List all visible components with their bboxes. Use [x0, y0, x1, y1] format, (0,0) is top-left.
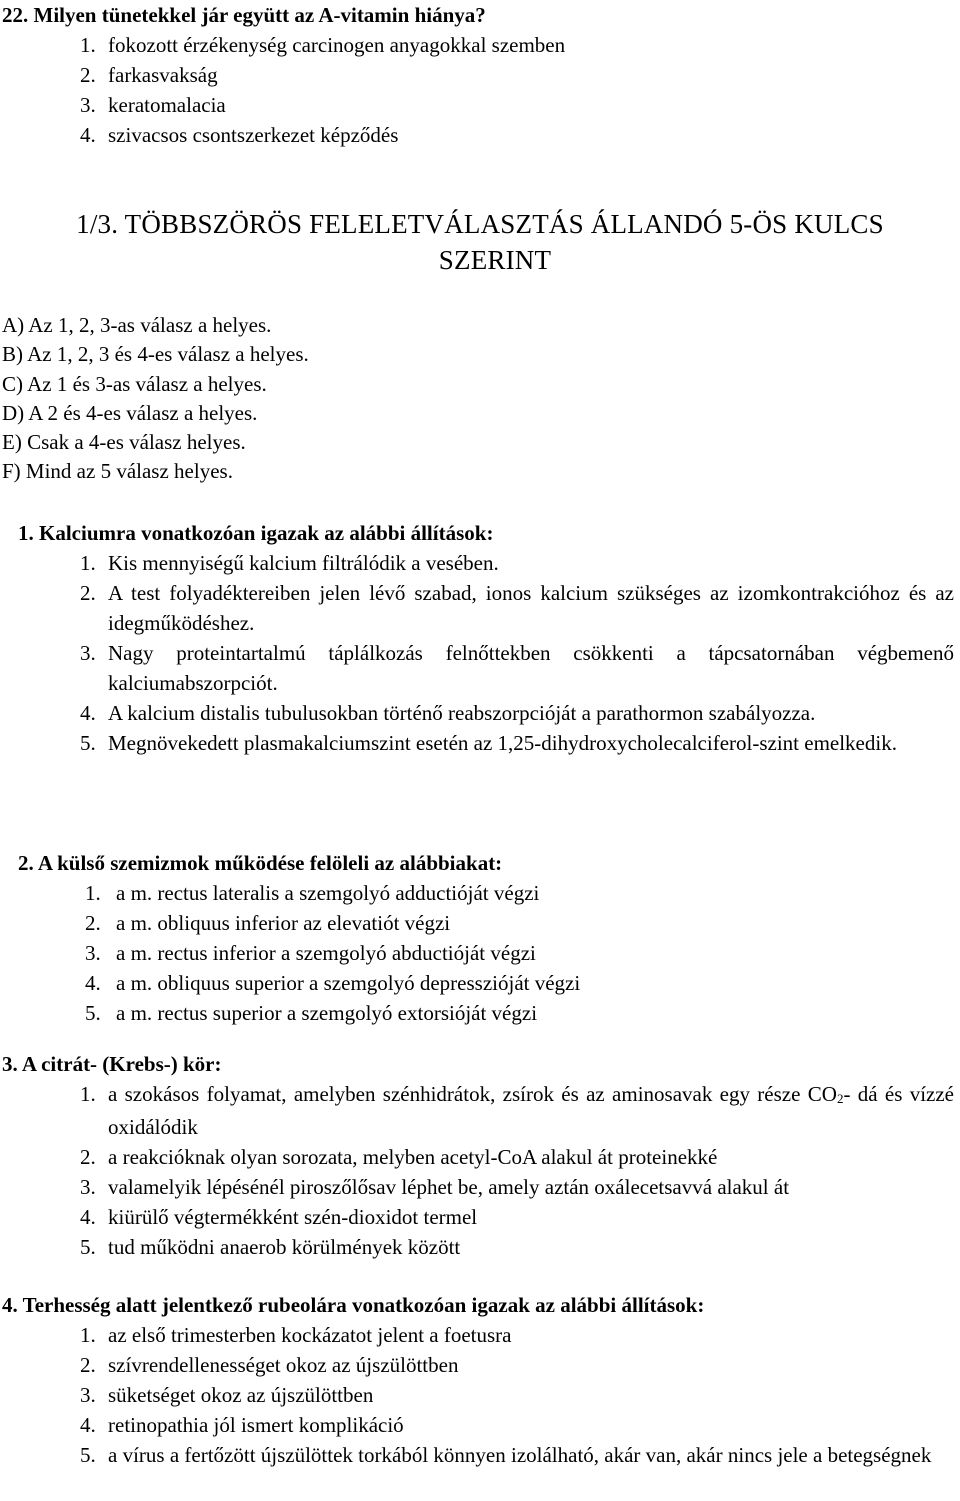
option-e: E) Csak a 4-es válasz helyes.	[2, 430, 246, 455]
list-item: 5. a vírus a fertőzött újszülöttek torkából könnyen izolálható, akár van, akár nincs jele a betegségnek	[80, 1443, 932, 1467]
question-4	[0, 1290, 960, 1470]
option-c: C) Az 1 és 3-as válasz a helyes.	[2, 371, 267, 396]
list-item: 4. kiürülő végtermékként szén-dioxidot termel	[80, 1205, 478, 1229]
list-item: 5. a m. rectus superior a szemgolyó extorsióját végzi	[85, 1001, 538, 1025]
list-item: 4. retinopathia jól ismert komplikáció	[80, 1413, 404, 1437]
list-item: 1. az első trimesterben kockázatot jelent a foetusra	[80, 1323, 512, 1347]
question-2	[0, 848, 960, 1028]
list-item: 5. Megnövekedett plasmakalciumszint esetén az 1,25-dihydroxycholecalciferol-szint emelkedik.	[80, 731, 897, 755]
option-f: F) Mind az 5 válasz helyes.	[2, 459, 233, 484]
list-item: 5. tud működni anaerob körülmények között	[80, 1235, 461, 1259]
option-d: D) A 2 és 4-es válasz a helyes.	[2, 400, 258, 425]
list-item: 4. szivacsos csontszerkezet képződés	[80, 123, 399, 147]
list-item: 1. a m. rectus lateralis a szemgolyó adductióját végzi	[85, 881, 540, 905]
list-item: 3. süketséget okoz az újszülöttben	[80, 1383, 374, 1407]
question-title: 2. A külső szemizmok működése felöleli az alábbiakat:	[18, 851, 503, 875]
list-item: 2. A test folyadéktereiben jelen lévő szabad, ionos kalcium szükséges az izomkontrakcióhoz és az idegműködéshez.	[80, 581, 954, 635]
list-item: 2. a m. obliquus inferior az elevatiót végzi	[85, 911, 451, 935]
list-item: 3. a m. rectus inferior a szemgolyó abductióját végzi	[85, 941, 536, 965]
question-title: 22. Milyen tünetekkel jár együtt az A-vitamin hiánya?	[2, 3, 486, 27]
list-item: 1. Kis mennyiségű kalcium filtrálódik a vesében.	[80, 551, 499, 575]
list-item: 2. farkasvakság	[80, 63, 218, 87]
question-22	[0, 0, 960, 150]
question-title: 1. Kalciumra vonatkozóan igazak az alábbi állítások:	[18, 521, 494, 545]
list-item: 1. a szokásos folyamat, amelyben szénhidrátok, zsírok és az aminosavak egy része $CO_2-$ dá és vízzé oxidálódik	[80, 1082, 954, 1139]
question-3	[0, 1049, 960, 1262]
list-item: 3. keratomalacia	[80, 93, 226, 117]
list-item: 4. A kalcium distalis tubulusokban történő reabszorpcióját a parathormon szabályozza.	[80, 701, 816, 725]
list-item: 4. a m. obliquus superior a szemgolyó depresszióját végzi	[85, 971, 581, 995]
question-title: 3. A citrát- (Krebs-) kör:	[2, 1052, 222, 1076]
list-item: 2. szívrendellenességet okoz az újszülöttben	[80, 1353, 459, 1377]
option-b: B) Az 1, 2, 3 és 4-es válasz a helyes.	[2, 342, 309, 367]
list-item: 1. fokozott érzékenység carcinogen anyagokkal szemben	[80, 33, 566, 57]
section-heading-line2: SZERINT	[438, 245, 552, 275]
section-heading	[0, 206, 960, 278]
answer-key-options	[0, 310, 960, 486]
option-a: A) Az 1, 2, 3-as válasz a helyes.	[2, 313, 272, 337]
list-item: 3. valamelyik lépésénél piroszőlősav léphet be, amely aztán oxálecetsavvá alakul át	[80, 1175, 790, 1199]
section-heading-line1: 1/3. TÖBBSZÖRÖS FELELETVÁLASZTÁS ÁLLANDÓ 5-ÖS KULCS	[76, 209, 884, 239]
list-item: 2. a reakcióknak olyan sorozata, melyben acetyl-CoA alakul át proteinekké	[80, 1145, 718, 1169]
question-title: 4. Terhesség alatt jelentkező rubeolára vonatkozóan igazak az alábbi állítások:	[2, 1293, 705, 1317]
question-1	[0, 518, 960, 758]
list-item: 3. Nagy proteintartalmú táplálkozás felnőttekben csökkenti a tápcsatornában végbemenő kalciumabszorpciót.	[80, 641, 954, 695]
